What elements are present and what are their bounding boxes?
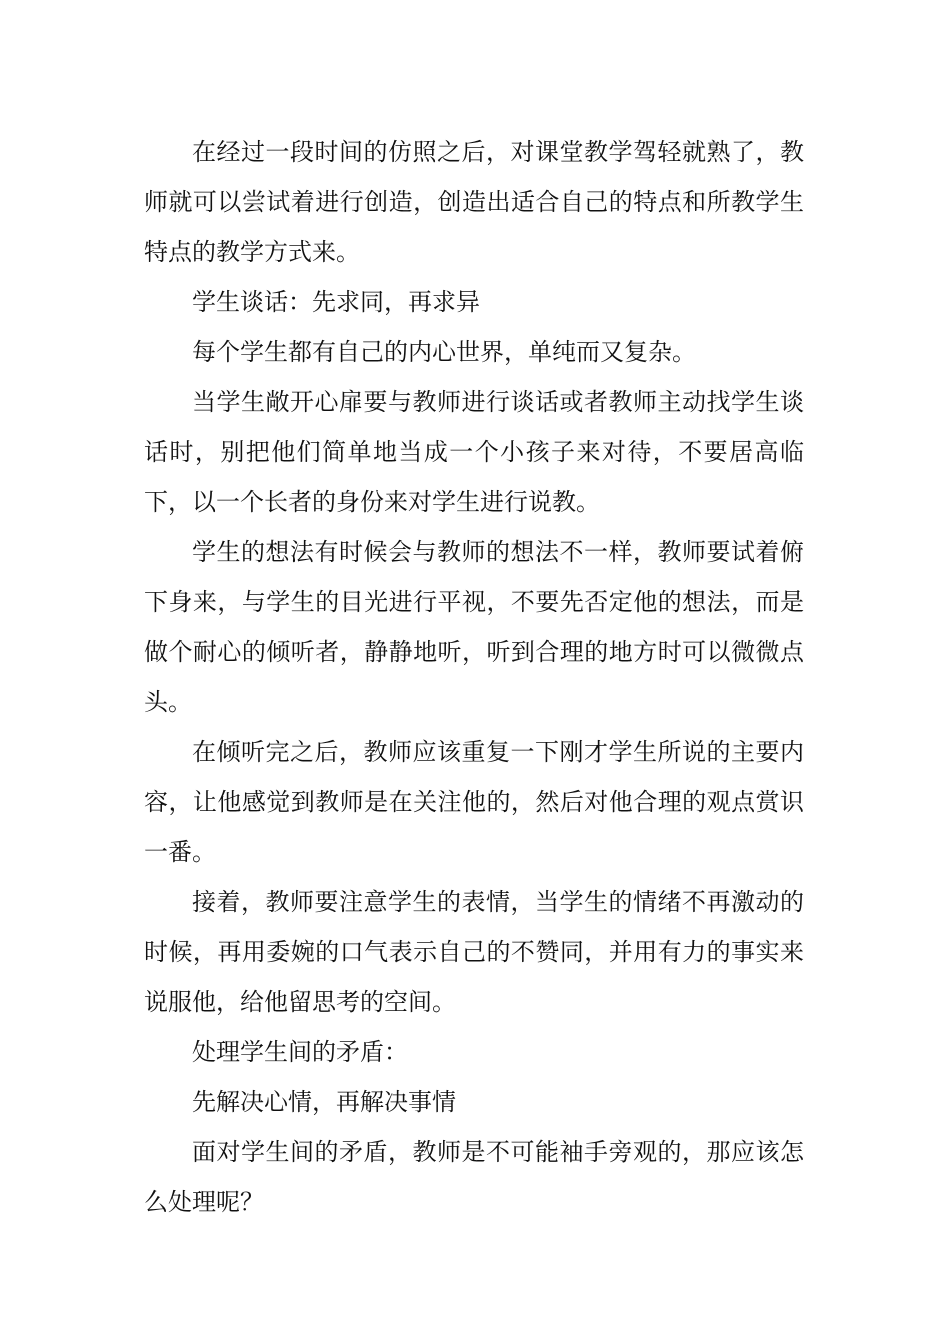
document-body	[144, 127, 804, 1227]
paragraph-imitation-to-creation: 在经过一段时间的仿照之后，对课堂教学驾轻就熟了，教师就可以尝试着进行创造，创造出适合自己的特点和所教学生特点的教学方式来。	[144, 138, 804, 266]
paragraph-watch-expression: 接着，教师要注意学生的表情，当学生的情绪不再激动的时候，再用委婉的口气表示自己的不赞同，并用有力的事实来说服他，给他留思考的空间。	[144, 888, 804, 1016]
paragraph-different-ideas: 学生的想法有时候会与教师的想法不一样，教师要试着俯下身来，与学生的目光进行平视，不要先否定他的想法，而是做个耐心的倾听者，静静地听，听到合理的地方时可以微微点头。	[144, 538, 804, 716]
paragraph-open-heart-talk: 当学生敞开心扉要与教师进行谈话或者教师主动找学生谈话时，别把他们简单地当成一个小孩子来对待，不要居高临下，以一个长者的身份来对学生进行说教。	[144, 388, 804, 516]
heading-student-conversation: 学生谈话：先求同，再求异	[192, 288, 480, 316]
paragraph-inner-world: 每个学生都有自己的内心世界，单纯而又复杂。	[192, 338, 696, 366]
paragraph-after-listening: 在倾听完之后，教师应该重复一下刚才学生所说的主要内容，让他感觉到教师是在关注他的，然后对他合理的观点赏识一番。	[144, 738, 804, 866]
heading-handle-conflicts: 处理学生间的矛盾：	[192, 1038, 408, 1066]
heading-mood-first: 先解决心情，再解决事情	[192, 1088, 456, 1116]
paragraph-facing-conflicts: 面对学生间的矛盾，教师是不可能袖手旁观的，那应该怎么处理呢？	[144, 1138, 804, 1216]
